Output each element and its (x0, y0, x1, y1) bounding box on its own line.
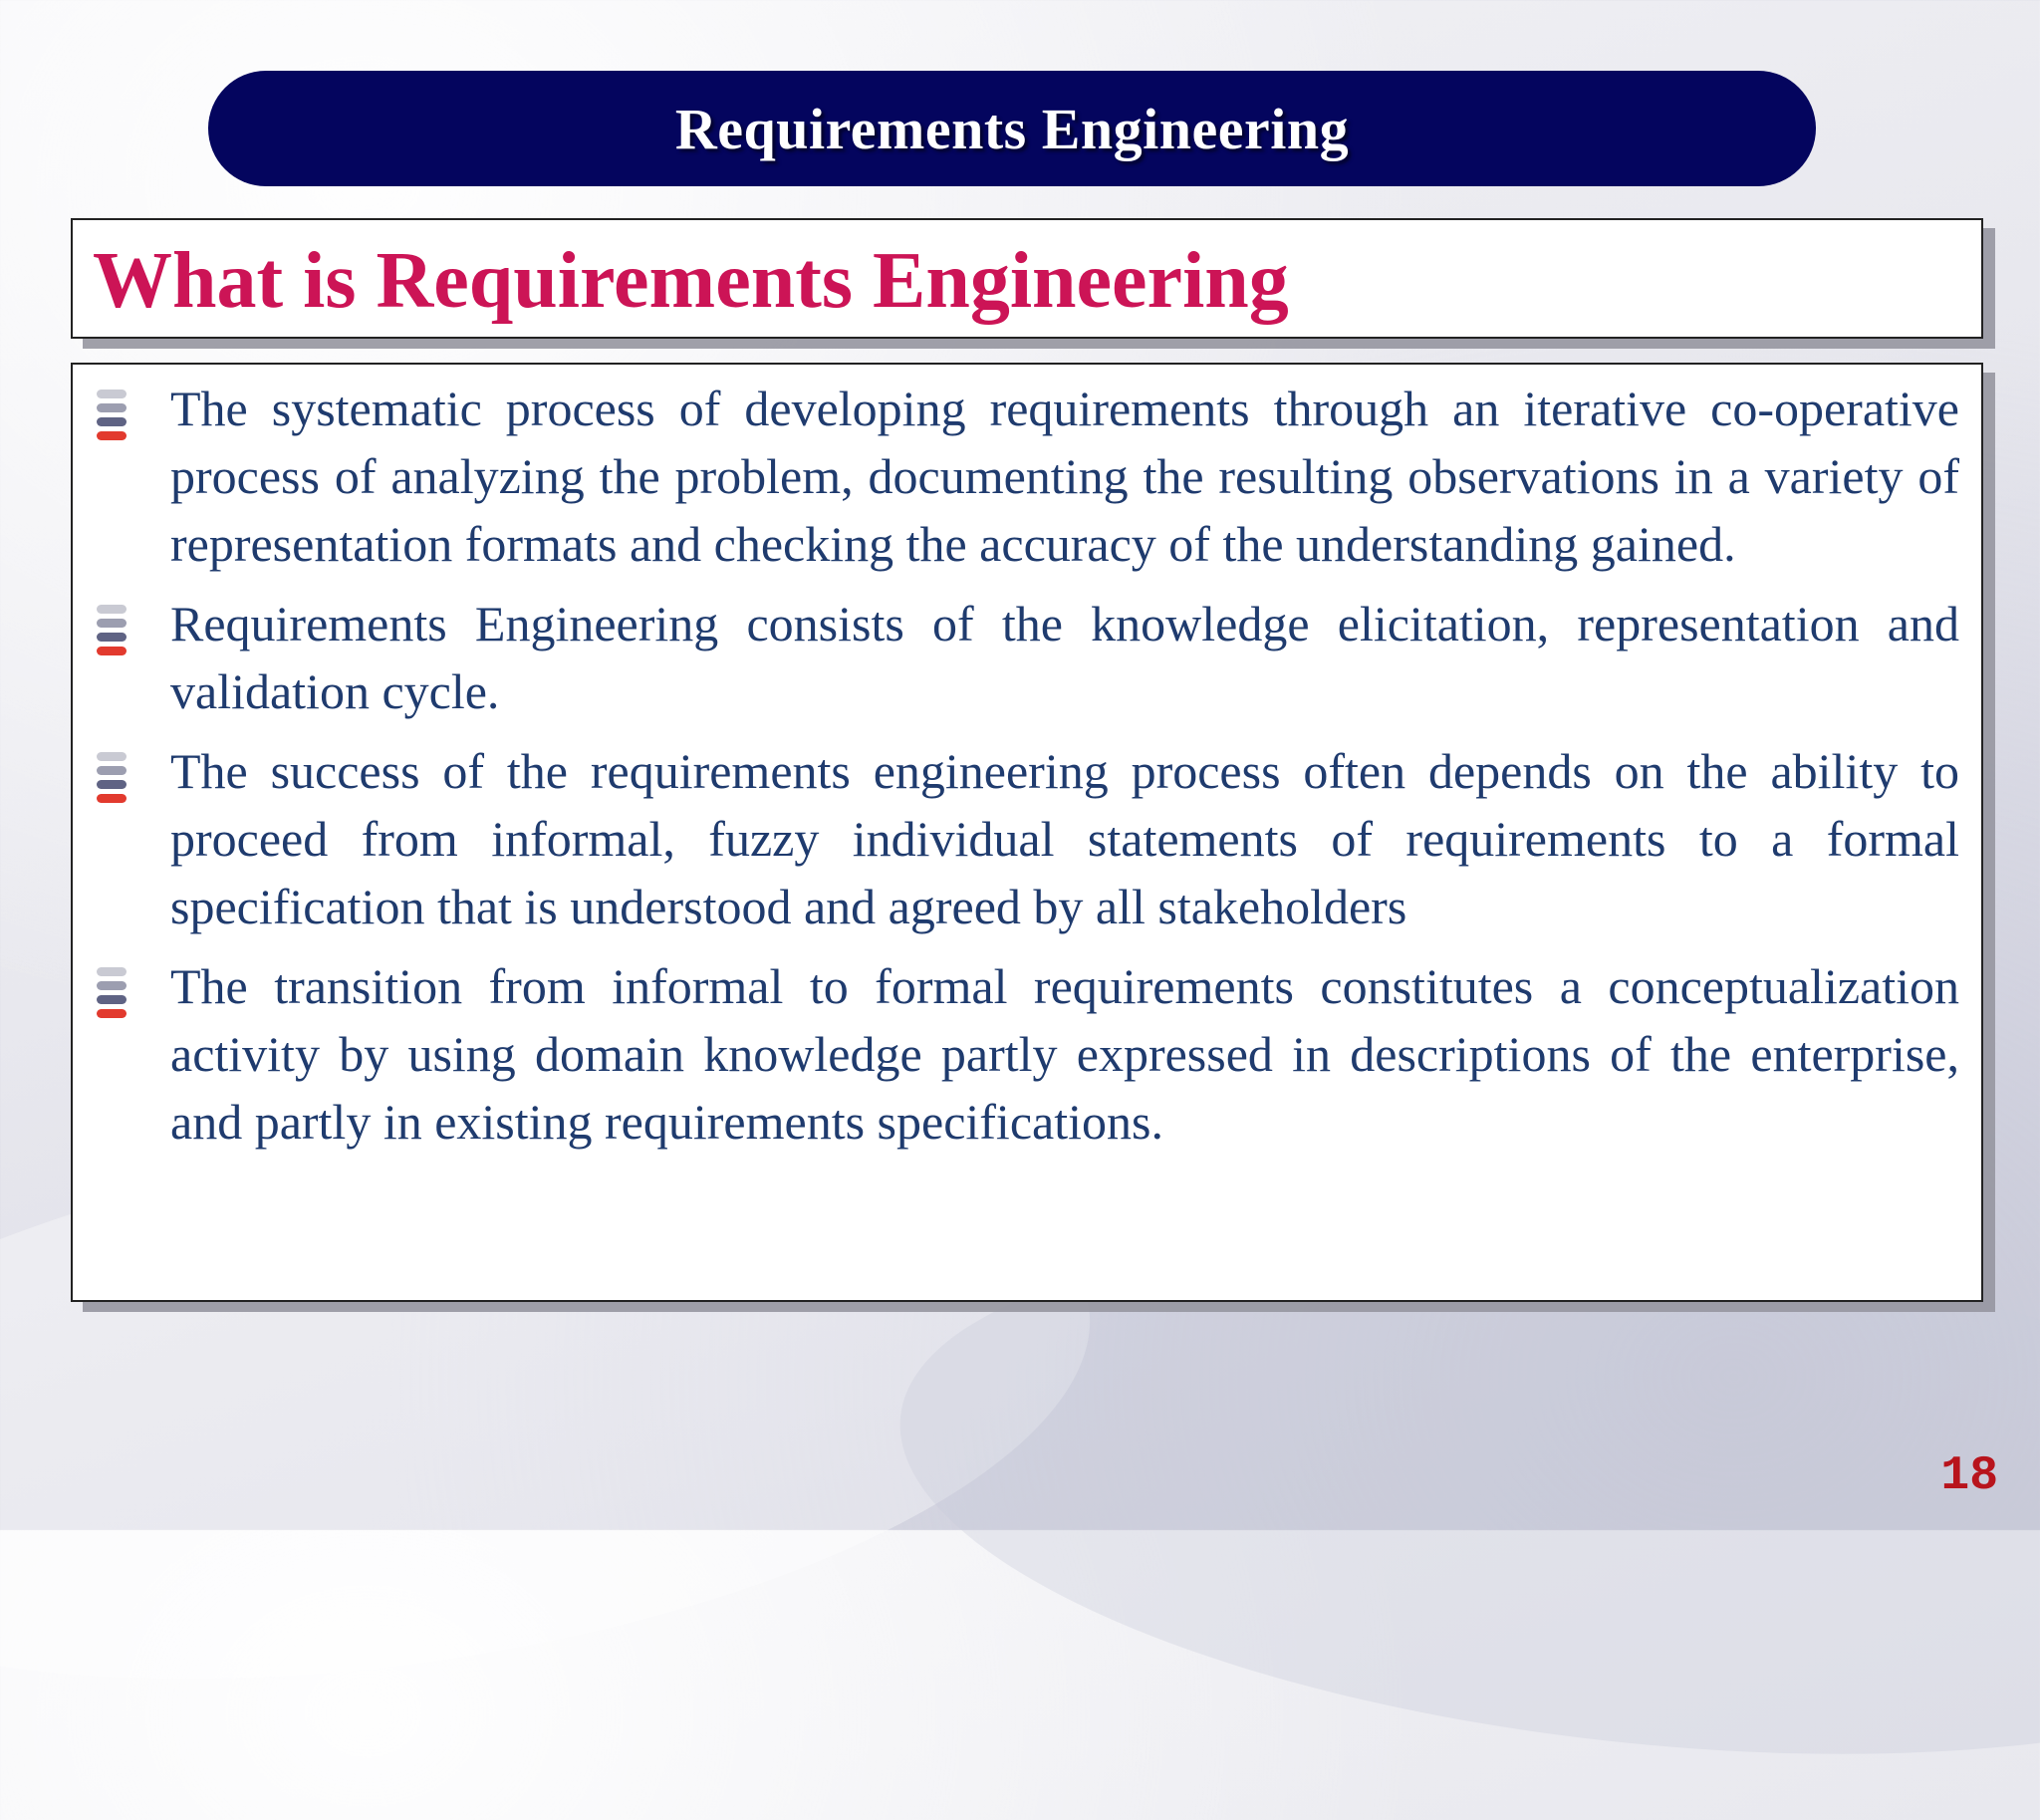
bullet-text: The transition from informal to formal requirements constitutes a conceptualization activity by using domain knowledge partly expressed in descriptions of the enterprise, and partly in existing requirements specifications. (170, 958, 1959, 1150)
slide-header-bar (208, 71, 1816, 186)
bullet-list (73, 375, 1981, 1168)
bullet-text: The success of the requirements engineering process often depends on the ability to proceed from informal, fuzzy individual statements of requirements to a formal specification that is understood and agreed by all stakeholders (170, 743, 1959, 934)
slide-heading: What is Requirements Engineering (93, 237, 1289, 325)
page-number: 18 (1940, 1449, 1998, 1503)
bullet-item (73, 375, 1981, 578)
bullet-item (73, 952, 1981, 1156)
slide-header-title: Requirements Engineering (674, 96, 1350, 161)
stacked-bars-bullet-icon (97, 605, 127, 656)
bullet-item (73, 590, 1981, 725)
stacked-bars-bullet-icon (97, 390, 127, 441)
heading-box (71, 218, 1983, 339)
bullet-text: The systematic process of developing requirements through an iterative co-operative process of analyzing the problem, documenting the resulting observations in a variety of representation formats and checking the accuracy of the understanding gained. (170, 381, 1959, 572)
bullet-text: Requirements Engineering consists of the knowledge elicitation, representation and validation cycle. (170, 596, 1959, 719)
stacked-bars-bullet-icon (97, 967, 127, 1019)
bullet-item (73, 737, 1981, 940)
stacked-bars-bullet-icon (97, 752, 127, 804)
content-box (71, 363, 1983, 1302)
